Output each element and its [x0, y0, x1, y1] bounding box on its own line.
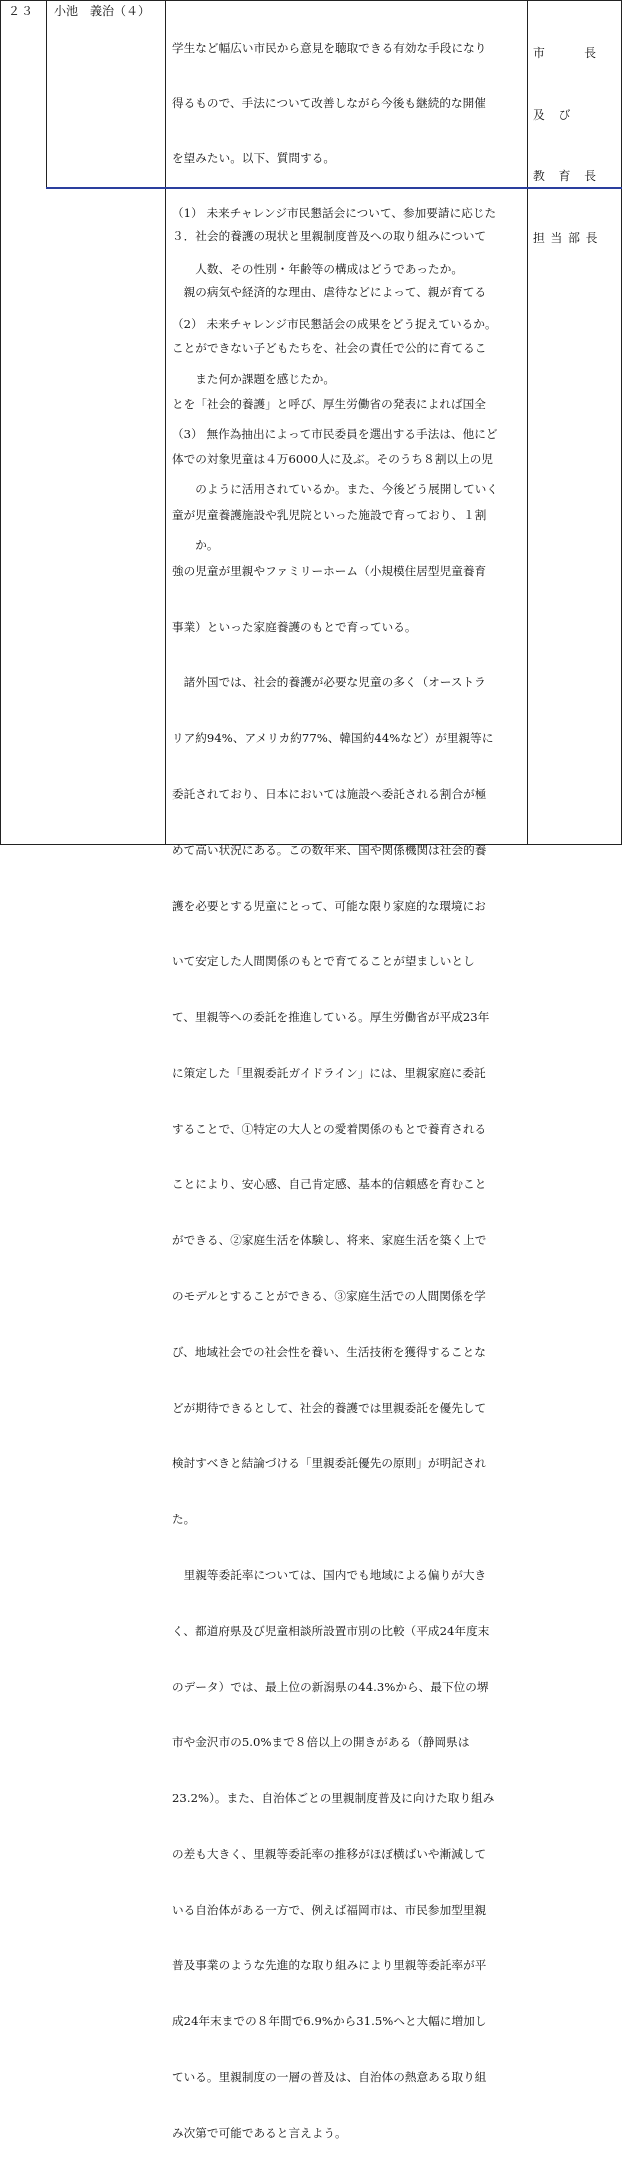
text-line: 人数、その性別・年齢等の構成はどうであったか。 [172, 261, 463, 276]
text-line: めて高い状況にある。この数年来、国や関係機関は社会的養 [172, 842, 487, 857]
text-line: み次第で可能であると言えよう。 [172, 2125, 347, 2140]
text-line: の差も大きく、里親等委託率の推移がほぼ横ばいや漸減して [172, 1846, 487, 1861]
text-line: 親の病気や経済的な理由、虐待などによって、親が育てる [172, 284, 487, 299]
text-line: （3） 無作為抽出によって市民委員を選出する手法は、他にど [172, 427, 498, 442]
text-line: また何か課題を感じたか。 [172, 372, 336, 387]
text-line: ができる、②家庭生活を体験し、将来、家庭生活を築く上で [172, 1233, 487, 1248]
respondent-line: 市 長 [533, 46, 597, 60]
table-left-border [0, 0, 1, 845]
column-divider-member [165, 0, 166, 845]
text-line: いて安定した人間関係のもとで育てることが望ましいとし [172, 954, 475, 969]
member-name: 小池 義治（４） [54, 4, 151, 18]
row-number: ２３ [8, 4, 35, 18]
text-line: いる自治体がある一方で、例えば福岡市は、市民参加型里親 [172, 1902, 487, 1917]
text-line: 里親等委託率については、国内でも地域による偏りが大き [172, 1567, 487, 1582]
text-line: ことができない子どもたちを、社会の責任で公的に育てるこ [172, 340, 487, 355]
text-line: 市や金沢市の5.0%まで８倍以上の開きがある（静岡県は [172, 1735, 470, 1750]
text-line: どが期待できるとして、社会的養護では里親委託を優先して [172, 1400, 487, 1415]
respondent-line: 教 育 長 [533, 169, 597, 183]
text-line: 成24年末までの８年間で6.9%から31.5%へと大幅に増加し [172, 2014, 487, 2029]
text-line: とを「社会的養護」と呼び、厚生労働省の発表によれば国全 [172, 396, 486, 411]
text-line: 普及事業のような先進的な取り組みにより里親等委託率が平 [172, 1958, 487, 1973]
text-line: リア約94%、アメリカ約77%、韓国約44%など）が里親等に [172, 731, 494, 746]
text-line: 諸外国では、社会的養護が必要な児童の多く（オーストラ [172, 675, 486, 690]
text-line: を望みたい。以下、質問する。 [172, 151, 336, 166]
text-line: か。 [172, 537, 219, 552]
respondent-line: 担 当 部 長 [533, 230, 599, 245]
text-line: 事業）といった家庭養護のもとで育っている。 [172, 619, 417, 634]
table-top-border [0, 0, 622, 1]
table-right-border [621, 0, 622, 845]
text-line: 童が児童養護施設や乳児院といった施設で育っており、１割 [172, 508, 487, 523]
text-line: て、里親等への委託を推進している。厚生労働省が平成23年 [172, 1010, 490, 1025]
text-line: のデータ）では、最上位の新潟県の44.3%から、最下位の堺 [172, 1679, 489, 1694]
column-divider-number [46, 0, 47, 188]
text-line: 体での対象児童は４万6000人に及ぶ。そのうち８割以上の児 [172, 452, 494, 467]
text-line: （2） 未来チャレンジ市民懇話会の成果をどう捉えているか。 [172, 316, 497, 331]
text-line: 護を必要とする児童にとって、可能な限り家庭的な環境にお [172, 898, 486, 913]
text-line: ている。里親制度の一層の普及は、自治体の熱意ある取り組 [172, 2069, 487, 2084]
text-line: ことにより、安心感、自己肯定感、基本的信頼感を育むこと [172, 1177, 487, 1192]
text-line: することで、①特定の大人との愛着関係のもとで養育される [172, 1121, 487, 1136]
text-line: 23.2%）。また、自治体ごとの里親制度普及に向けた取り組み [172, 1791, 495, 1806]
column-divider-question [527, 0, 528, 845]
text-line: く、都道府県及び児童相談所設置市別の比較（平成24年度末 [172, 1623, 490, 1638]
item3-text [172, 190, 494, 2180]
text-line: 得るもので、手法について改善しながら今後も継続的な開催 [172, 96, 486, 111]
respondent-line: 及 び [533, 107, 572, 122]
text-line: た。 [172, 1512, 196, 1527]
text-line: のように活用されているか。また、今後どう展開していく [172, 482, 499, 497]
text-line: 検討すべきと結論づける「里親委託優先の原則」が明記され [172, 1456, 487, 1471]
respondents [533, 2, 598, 289]
text-line: 学生など幅広い市民から意見を聴取できる有効な手段になり [172, 40, 487, 55]
text-line: のモデルとすることができる、③家庭生活での人間関係を学 [172, 1289, 486, 1304]
item-heading: ３．社会的養護の現状と里親制度普及への取り組みについて [172, 229, 487, 244]
text-line: 強の児童が里親やファミリーホーム（小規模住居型児童養育 [172, 563, 487, 578]
text-line: び、地域社会での社会性を養い、生活技術を獲得することな [172, 1344, 486, 1359]
text-line: （1） 未来チャレンジ市民懇話会について、参加要請に応じた [172, 206, 497, 221]
text-line: 委託されており、日本においては施設へ委託される割合が極 [172, 787, 487, 801]
text-line: に策定した「里親委託ガイドライン」には、里親家庭に委託 [172, 1065, 486, 1080]
